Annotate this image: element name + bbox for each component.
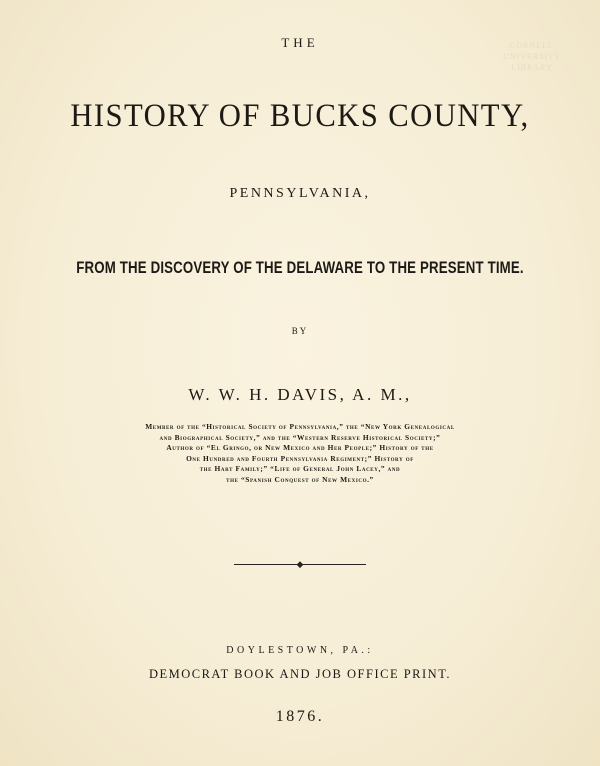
publication-place: DOYLESTOWN, PA.: — [226, 645, 374, 656]
author-credentials — [50, 422, 550, 486]
credentials-line: One Hundred and Fourth Pennsylvania Regiment;” History of — [186, 453, 414, 463]
author-name: W. W. H. DAVIS, A. M., — [188, 385, 412, 404]
book-subtitle: FROM THE DISCOVERY OF THE DELAWARE TO THE PRESENT TIME. — [76, 258, 524, 277]
credentials-line: Member of the “Historical Society of Pennsylvania,” the “New York Genealogical — [145, 422, 455, 431]
credentials-line: Author of “El Gringo, or New Mexico and Her People;” History of the — [166, 443, 434, 453]
stamp-line: LIBRARY — [511, 63, 553, 72]
publication-year: 1876. — [275, 708, 325, 725]
by-line: BY — [291, 326, 309, 336]
stamp-line: UNIVERSITY — [503, 52, 561, 61]
book-state: PENNSYLVANIA, — [229, 186, 371, 201]
credentials-line: the Hart Family;” “Life of General John Lacey,” and — [199, 464, 401, 474]
stamp-line: CORNELL — [510, 41, 554, 50]
title-article: THE — [281, 35, 319, 50]
diamond-ornament-icon: ◆ — [296, 559, 304, 569]
book-title: HISTORY OF BUCKS COUNTY, — [70, 98, 530, 134]
credentials-line: the “Spanish Conquest of New Mexico.” — [226, 474, 374, 484]
printer-name: DEMOCRAT BOOK AND JOB OFFICE PRINT. — [148, 667, 452, 681]
credentials-line: and Biographical Society,” and the “Western Reserve Historical Society;” — [159, 432, 441, 442]
